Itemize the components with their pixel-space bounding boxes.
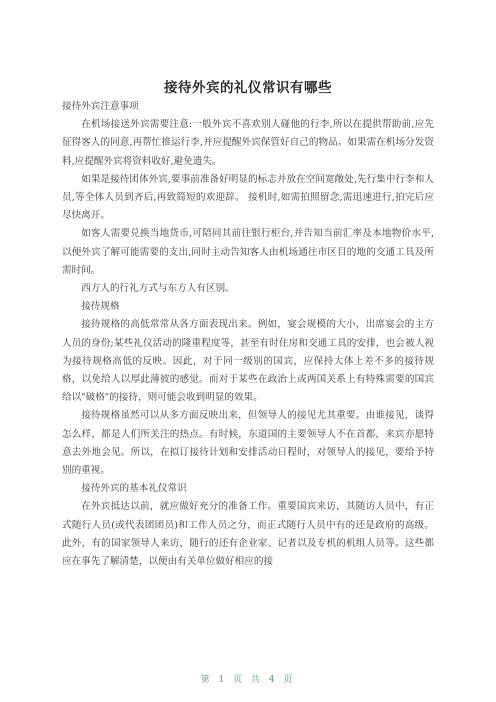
- paragraph: 如果是接待团体外宾,要事前准备好明显的标志并放在空间宽敞处,先行集中行李和人员,等全体人员到齐后,再致简短的欢迎辞。 接机时,如需拍照留念,需迅速进行,拍完后应尽快离开。: [62, 173, 434, 222]
- paragraph: 接待外宾注意事项: [62, 101, 139, 112]
- paragraph: 在机场接送外宾需要注意:一般外宾不喜欢别人碰他的行李,所以在提供帮助前,应先征得客人的同意,再帮忙推运行李,并应提醒外宾保管好自己的物品。如果需在机场分发资料,应提醒外宾将资料收好,避免遗失。: [62, 119, 434, 167]
- paragraph: 西方人的行礼方式与东方人有区别。: [81, 283, 235, 295]
- paragraph: 在外宾抵达以前，就应做好充分的准备工作。重要国宾来访，其随访人员中，有正式随行人员(或代表团团员)和工作人员之分，而正式随行人员中有的还是政府的高级。此外，有的国家领导人来访，随行的还有企业家、记者以及专机的机组人员等。这些都应在事先了解清楚，以便由有关单位做好相应的接: [62, 501, 434, 568]
- section-heading: 接待规格: [81, 301, 120, 313]
- paragraph: 接待规格的高低常常从各方面表现出来。例如，宴会规模的大小，出席宴会的主方人员的身份;某些礼仪活动的隆重程度等，甚至有时住房和交通工具的安排，也会被人视为接待规格高低的反映。因此，对于同一级别的国宾，应保持大体上差不多的接待规格，以免给人以厚此薄彼的感觉。而对于某些在政治上或两国关系上有特殊需要的国宾给以"破格"的接待，则可能会收到明显的效果。: [62, 319, 434, 404]
- page-number: 第 1 页 共 4 页: [200, 675, 296, 685]
- document-body: [62, 98, 434, 571]
- paragraph: 接待规格虽然可以从多方面反映出来，但领导人的接见尤其重要。由谁接见，谈得怎么样，都是人们所关注的热点。有时候，东道国的主要领导人不在首都，来宾亦愿特意去外地会见。所以，在拟订接待计划和安排活动日程时，对领导人的接见，要给予特别的重视。: [62, 410, 434, 477]
- document-title: 接待外宾的礼仪常识有哪些: [164, 80, 332, 96]
- section-heading: 接待外宾的基本礼仪常识: [81, 483, 187, 495]
- paragraph: 如客人需要兑换当地货币,可陪同其前往银行柜台,并告知当前汇率及本地物价水平,以便外宾了解可能需要的支出,同时主动告知客人由机场通往市区目的地的交通工具及所需时间。: [62, 228, 434, 276]
